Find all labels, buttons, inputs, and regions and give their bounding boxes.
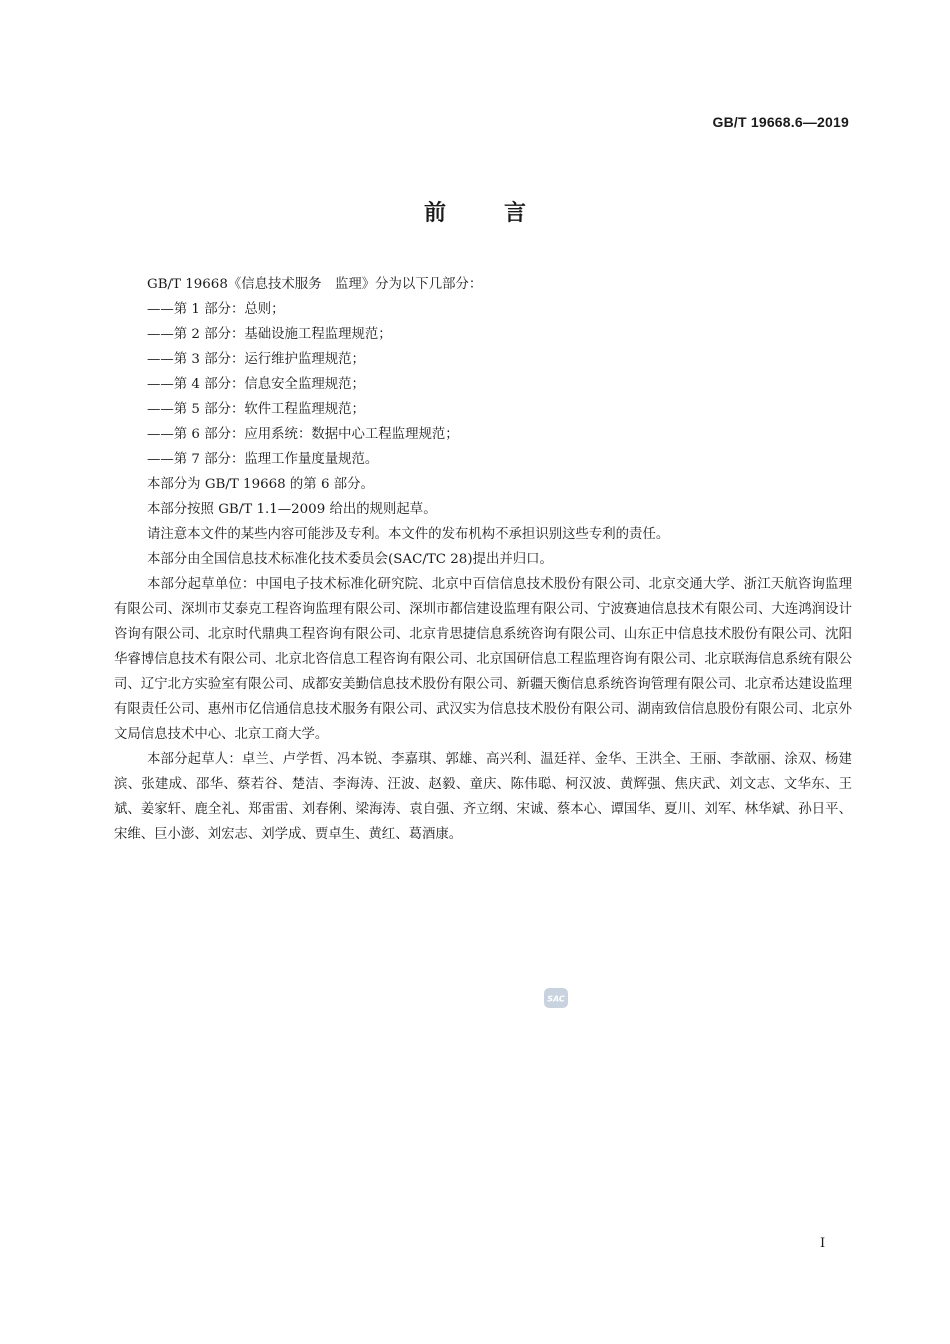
list-item-part-1: ——第 1 部分：总则； [147,302,285,317]
list-item-part-7: ——第 7 部分：监理工作量度量规范。 [147,452,379,467]
drafting-units-paragraph: 本部分起草单位：中国电子技术标准化研究院、北京中百信信息技术股份有限公司、北京交通大学、浙江天航咨询监理有限公司、深圳市艾泰克工程咨询监理有限公司、深圳市都信建设监理有限公司、宁波赛迪信息技术有限公司、大连鸿润设计咨询有限公司、北京时代鼎典工程咨询有限公司、北京肯思捷信息系统咨询有限公司、山东正中信息技术股份有限公司、沈阳华睿博信息技术有限公司、北京北咨信息工程咨询有限公司、北京国研信息工程监理咨询有限公司、北京联海信息系统有限公司、辽宁北方实验室有限公司、成都安美勤信息技术股份有限公司、新疆天衡信息系统咨询管理有限公司、北京希达建设监理有限责任公司、惠州市亿信通信息技术服务有限公司、武汉实为信息技术股份有限公司、湖南致信信息股份有限公司、北京外文局信息技术中心、北京工商大学。 [114,577,852,742]
list-item-part-3: ——第 3 部分：运行维护监理规范； [147,352,365,367]
this-part-paragraph: 本部分为 GB/T 19668 的第 6 部分。 [147,477,374,492]
drafters-paragraph: 本部分起草人：卓兰、卢学哲、冯本锐、李嘉琪、郭雄、高兴利、温廷祥、金华、王洪全、王丽、李歆丽、涂双、杨建滨、张建成、邵华、蔡若谷、楚洁、李海涛、汪波、赵毅、童庆、陈伟聪、柯汉波、黄辉强、焦庆武、刘文志、文华东、王斌、姜家轩、鹿全礼、郑雷雷、刘春俐、梁海涛、袁自强、齐立纲、宋诚、蔡本心、谭国华、夏川、刘军、林华斌、孙日平、宋维、巨小澎、刘宏志、刘学成、贾卓生、黄红、葛酒康。 [114,752,852,842]
sac-watermark-logo [543,987,569,1009]
title-char-1: 前 [423,201,446,226]
list-item-part-2: ——第 2 部分：基础设施工程监理规范； [147,327,392,342]
page-number: I [820,1236,826,1251]
standard-code: GB/T 19668.6—2019 [712,114,849,130]
drafting-rules-paragraph: 本部分按照 GB/T 1.1—2009 给出的规则起草。 [147,502,437,517]
title-char-2: 言 [504,201,527,226]
foreword-body [114,272,852,847]
list-item-part-5: ——第 5 部分：软件工程监理规范； [147,402,365,417]
intro-paragraph: GB/T 19668《信息技术服务 监理》分为以下几部分： [147,277,483,292]
list-item-part-4: ——第 4 部分：信息安全监理规范； [147,377,365,392]
proposed-by-paragraph: 本部分由全国信息技术标准化技术委员会(SAC/TC 28)提出并归口。 [147,552,553,567]
list-item-part-6: ——第 6 部分：应用系统：数据中心工程监理规范； [147,427,459,442]
watermark-text: SAC [547,994,565,1004]
page-title [0,196,950,227]
patent-notice-paragraph: 请注意本文件的某些内容可能涉及专利。本文件的发布机构不承担识别这些专利的责任。 [147,527,670,542]
